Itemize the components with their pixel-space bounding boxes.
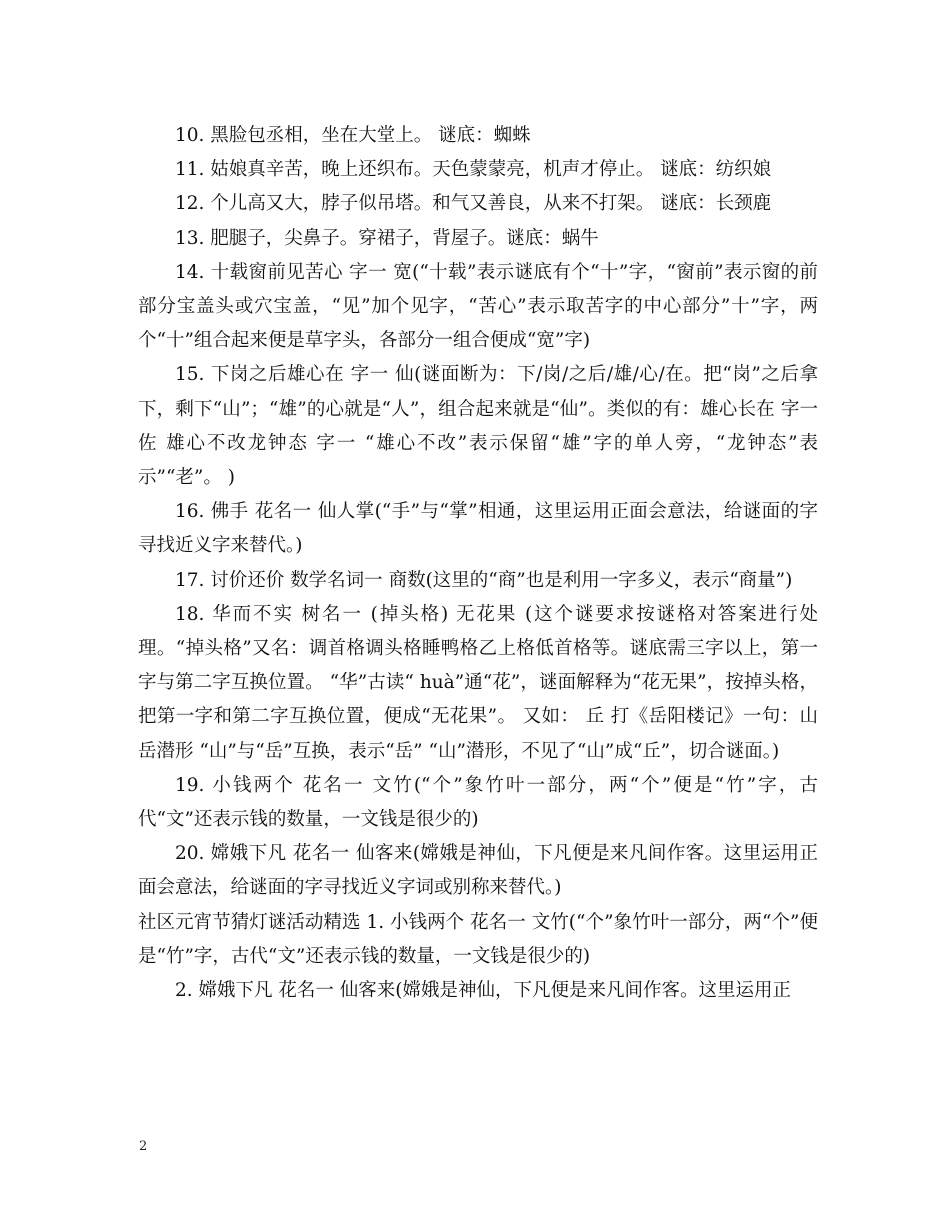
riddle-20: 20. 嫦娥下凡 花名一 仙客来(嫦娥是神仙，下凡便是来凡间作客。这里运用正面会意法，给谜面的字寻找近义字词或别称来替代。) [138,843,818,899]
section-heading-paragraph: 社区元宵节猜灯谜活动精选 1. 小钱两个 花名一 文竹(“个”象竹叶一部分，两“个”便是“竹”字，古代“文”还表示钱的数量，一文钱是很少的) [138,911,818,967]
riddle-10: 10. 黑脸包丞相，坐在大堂上。 谜底：蜘蛛 [175,125,531,146]
page-number: 2 [139,1139,148,1154]
riddle-18: 18. 华而不实 树名一 (掉头格) 无花果 (这个谜要求按谜格对答案进行处理。“掉头格”又名：调首格调头格睡鸭格乙上格低首格等。谜底需三字以上，第一字与第二字互换位置。 “华”古读“ huà”通“花”，谜面解释为“花无果”，按掉头格，把第一字和第二字互换位置，便成“无花果”。 又如： 丘 打《岳阳楼记》一句：山岳潜形 “山”与“岳”互换，表示“岳” “山”潜形，不见了“山”成“丘”，切合谜面。) [138,603,818,762]
riddle-19: 19. 小钱两个 花名一 文竹(“个”象竹叶一部分，两“个”便是“竹”字，古代“文”还表示钱的数量，一文钱是很少的) [138,774,818,831]
riddle-12: 12. 个儿高又大，脖子似吊塔。和气又善良，从来不打架。 谜底：长颈鹿 [175,193,772,215]
riddle-11: 11. 姑娘真辛苦，晚上还织布。天色蒙蒙亮，机声才停止。 谜底：纺织娘 [175,159,772,181]
riddle-14: 14. 十载窗前见苦心 字一 宽(“十载”表示谜底有个“十”字，“窗前”表示窗的前部分宝盖头或穴宝盖，“见”加个见字，“苦心”表示取苦字的中心部分”十”字，两个“十”组合起来便是草字头，各部分一组合便成“宽”字) [138,261,818,352]
riddle-17: 17. 讨价还价 数学名词一 商数(这里的“商”也是利用一字多义，表示“商量”) [175,569,793,591]
riddle-13: 13. 肥腿子，尖鼻子。穿裙子，背屋子。谜底：蜗牛 [175,227,599,249]
riddle-16: 16. 佛手 花名一 仙人掌(“手”与“掌”相通，这里运用正面会意法，给谜面的字寻找近义字来替代。) [138,501,818,557]
document-body [138,119,818,1008]
riddle-15: 15. 下岗之后雄心在 字一 仙(谜面断为：下/岗/之后/雄/心/在。把“岗”之后拿下，剩下“山”；“雄”的心就是“人”，组合起来就是“仙”。类似的有：雄心长在 字一 佐 雄心不改龙钟态 字一 “雄心不改”表示保留“雄”字的单人旁，“龙钟态”表示”“老”。 ) [138,364,818,489]
riddle-2: 2. 嫦娥下凡 花名一 仙客来(嫦娥是神仙，下凡便是来凡间作客。这里运用正 [175,980,792,1002]
